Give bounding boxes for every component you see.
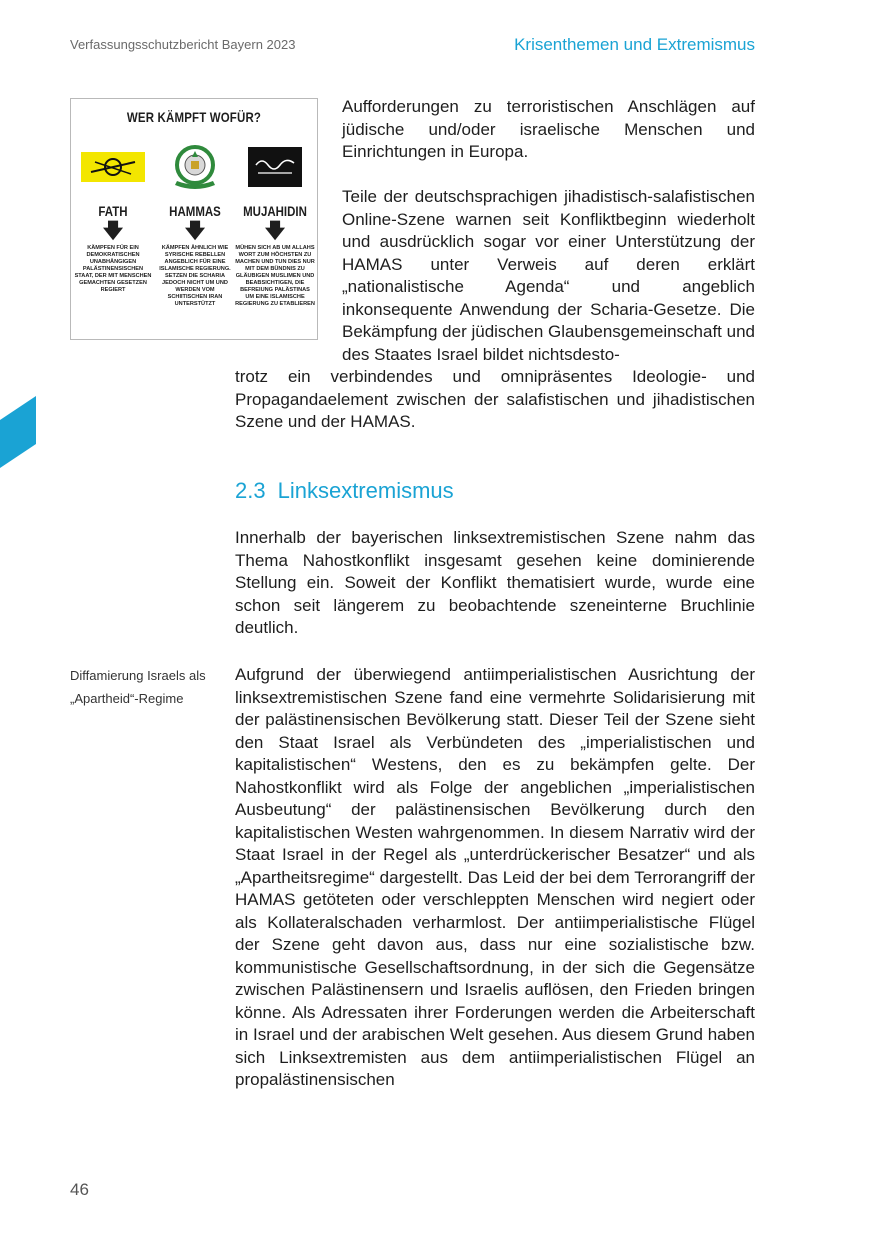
- mujahidin-name: MUJAHIDIN: [243, 203, 307, 219]
- down-arrow-icon: 🡇: [264, 220, 286, 242]
- section-number: 2.3: [235, 478, 266, 503]
- fath-description: KÄMPFEN FÜR EIN DEMOKRATISCHEN UNABHÄNGIGEN PALÄSTINENSISCHEN STAAT, DER MIT MENSCHEN GEMACHTEN GESETZEN REGIERT: [74, 245, 152, 293]
- fath-flag-icon: [81, 148, 145, 186]
- section-heading: [235, 478, 454, 504]
- figure-title: WER KÄMPFT WOFÜR?: [126, 109, 262, 125]
- black-banner-icon: [248, 147, 302, 187]
- figure-column-fath: [73, 141, 153, 294]
- down-arrow-icon: 🡇: [184, 220, 206, 242]
- paragraph-antiimperialistisch: Aufgrund der überwiegend antiimperialistischen Ausrichtung der linksextremistischen Szene fand eine vermehrte Solidarisierung mit der palästinensischen Bevölkerung statt. Dieser Teil der Szene sieht den Staat Israel als Verbündeten des „imperialistischen und kapitalistischen“ Westens, den es zu bekämpfen gelte. Der Nahostkonflikt wird als Folge der angeblichen „imperialistischen Ausbeutung“ der palästinensischen Bevölkerung durch den kapitalistischen Westen wahrgenommen. In diesem Narrativ wird der Staat Israel in der Regel als „unterdrückerischer Besatzer“ und als „Apartheitsregime“ dargestellt. Das Leid der bei dem Terrorangriff der HAMAS getöteten oder verschleppten Menschen wird negiert oder als Kollateralschaden verharmlost. Der antiimperialistische Flügel der Szene geht davon aus, dass nur eine sozialistische bzw. kommunistische Gesellschaftsordnung, in der sich die Gegensätze zwischen Palästinensern und Israelis auflösen, den Frieden bringen könne. Als Adressaten ihrer Forderungen werden die Arbeiterschaft in Israel und der arabischen Welt gesehen. Aus diesem Grund haben sich Linksextremisten aus dem antiimperialistischen Flügel an propalästinensischen: [235, 665, 755, 1089]
- propaganda-image: [70, 98, 318, 340]
- section-title: Linksextremismus: [277, 478, 454, 503]
- paragraph-online-szene-continued: trotz ein verbindendes und omnipräsentes Ideologie- und Propagandaelement zwischen der salafistischen und jihadistischen Szene und der HAMAS.: [235, 367, 755, 431]
- hamas-emblem-icon: [167, 141, 223, 193]
- paragraph-nahostkonflikt: Innerhalb der bayerischen linksextremistischen Szene nahm das Thema Nahostkonflikt insgesamt gesehen keine dominierende Stellung ein. Soweit der Konflikt thematisiert wurde, wurde eine schon seit längerem zu beobachtende szeneinterne Bruchlinie deutlich.: [235, 528, 755, 637]
- margin-note: Diffamierung Israels als „Apartheid“-Regime: [70, 668, 206, 706]
- paragraph-online-szene: Teile der deutschsprachigen jihadistisch-salafistischen Online-Szene warnen seit Konfliktbeginn wiederholt und ausdrücklich sogar vor einer Unterstützung der HAMAS unter Verweis auf deren erklärt „nationalistische Agenda“ und angeblich inkonsequente Anwendung der Scharia-Gesetze. Die Bekämpfung der jüdischen Glaubensgemeinschaft und des Staates Israel bildet nichtsdesto-: [342, 187, 755, 364]
- fath-name: FATH: [98, 203, 128, 219]
- figure-column-hamas: [155, 141, 235, 308]
- hamas-name: HAMMAS: [169, 203, 221, 219]
- chapter-side-tab: [0, 396, 36, 468]
- hamas-description: KÄMPFEN ÄHNLICH WIE SYRISCHE REBELLEN ANGEBLICH FÜR EINE ISLAMISCHE REGIERUNG. SETZEN DIE SCHARIA JEDOCH NICHT UM UND WERDEN VOM SCHIITISCHEN IRAN UNTERSTÜTZT: [159, 245, 231, 307]
- mujahidin-description: MÜHEN SICH AB UM ALLAHS WORT ZUM HÖCHSTEN ZU MACHEN UND TUN DIES NUR MIT DEM BÜNDNIS ZU GLÄUBIGEN MUSLIMEN UND BEABSICHTIGEN, DIE BEFREIUNG PALÄSTINAS UM EINE ISLAMISCHE REGIERUNG ZU ETABLIEREN: [235, 245, 315, 307]
- down-arrow-icon: 🡇: [102, 220, 124, 242]
- running-header-left: Verfassungsschutzbericht Bayern 2023: [70, 37, 296, 52]
- page-number: 46: [70, 1180, 89, 1199]
- paragraph-anschlaege: Aufforderungen zu terroristischen Anschlägen auf jüdische und/oder israelische Menschen und Einrichtungen in Europa.: [342, 97, 755, 161]
- running-header-right: Krisenthemen und Extremismus: [514, 35, 755, 54]
- figure-column-mujahidin: [235, 141, 315, 308]
